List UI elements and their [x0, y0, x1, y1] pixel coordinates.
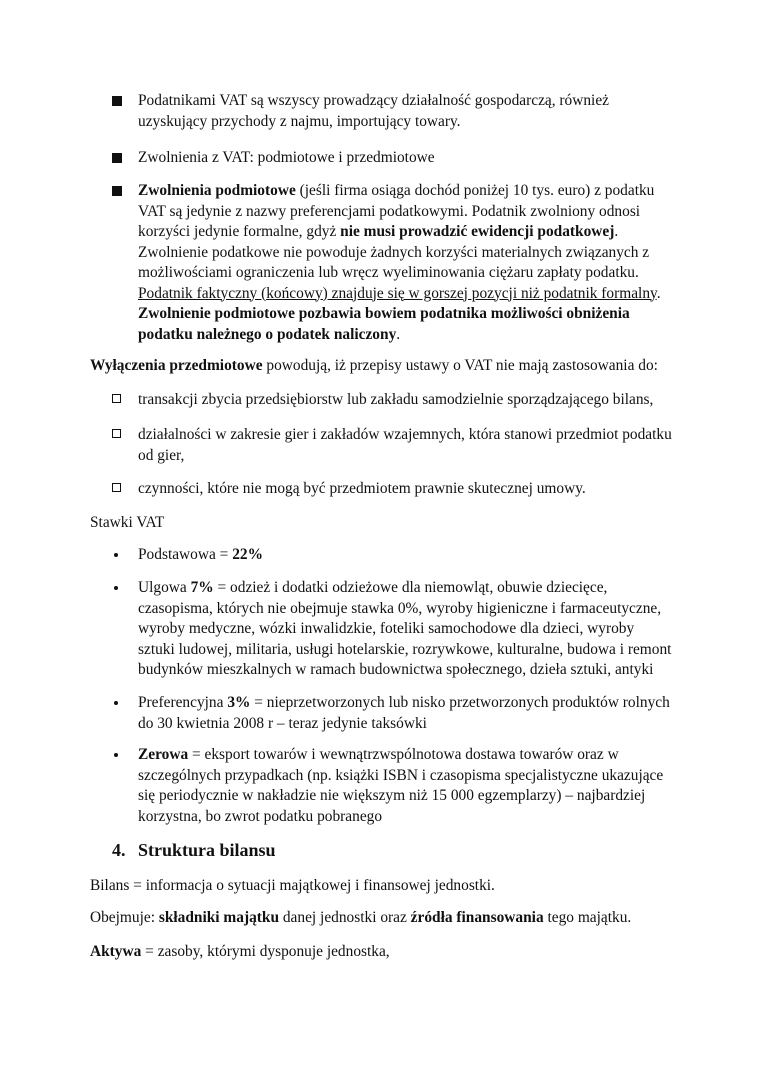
list-item [112, 745, 672, 827]
rate-value: 7% [190, 579, 214, 596]
balance-scope [90, 908, 710, 929]
rates-list-4 [112, 745, 672, 827]
paragraph-text: Obejmuje: [90, 909, 159, 926]
checkbox-bullet-icon [112, 394, 121, 403]
list-item [112, 545, 672, 566]
list-item-text: Podatnikami VAT są wszyscy prowadzący działalność gospodarczą, również uzyskujący przychody z najmu, importujący towary. [138, 92, 609, 130]
dot-bullet-icon [114, 701, 118, 705]
bold-phrase: Zwolnienie podmiotowe pozbawia bowiem podatnika możliwości obniżenia podatku należnego o podatek naliczony [138, 305, 630, 343]
bold-phrase: składniki majątku [158, 909, 280, 926]
list-item-text: czynności, które nie mogą być przedmiotem prawnie skutecznej umowy. [138, 480, 586, 497]
exclusions-intro [90, 356, 690, 377]
paragraph-text: . [656, 284, 661, 302]
list-item [112, 578, 672, 681]
square-bullet-icon [112, 186, 122, 196]
rate-value: Zerowa [138, 746, 189, 763]
paragraph-text: = zasoby, którymi dysponuje jednostka, [141, 943, 390, 960]
paragraph-text: tego majątku. [543, 909, 632, 926]
section-title: Struktura bilansu [138, 840, 276, 860]
checkbox-bullet-icon [112, 429, 121, 438]
square-bullet-icon [112, 96, 122, 106]
paragraph-text: powodują, iż przepisy ustawy o VAT nie mają zastosowania do: [262, 357, 658, 374]
checkbox-bullet-icon [112, 483, 121, 492]
exclusions-term: Wyłączenia przedmiotowe [90, 357, 263, 374]
section-number: 4. [112, 840, 126, 860]
dot-bullet-icon [114, 753, 118, 757]
rate-value: 22% [232, 546, 263, 563]
list-item-text: transakcji zbycia przedsiębiorstw lub zakładu samodzielnie sporządzającego bilans, [138, 391, 654, 408]
paragraph-text: (jeśli firma osiąga dochód poniżej 10 tys. euro) z podatku VAT są jedynie z nazwy preferencjami podatkowymi. Podatnik zwolniony odnosi korzyści jedynie formalne, gdyż [138, 182, 655, 240]
vat-bullet-list-2 [112, 148, 672, 169]
list-item [112, 425, 672, 466]
exclusions-list [112, 390, 672, 411]
balance-definition: Bilans = informacja o sytuacji majątkowej i finansowej jednostki. [90, 877, 495, 894]
rate-description: = odzież i dodatki odzieżowe dla niemowląt, obuwie dziecięce, czasopisma, których nie obejmuje stawka 0%, wyroby higieniczne i farmaceutyczne, wyroby medyczne, wózki inwalidzkie, foteliki samochodowe dla dzieci, wyroby sztuki ludowej, militaria, usługi hotelarskie, rozrywkowe, kulturalne, budowa i remont budynków mieszkalnych w ramach budownictwa społecznego, dzieła sztuki, antyki [138, 579, 672, 678]
rates-list-2 [112, 578, 672, 681]
rate-label: Ulgowa [138, 579, 191, 596]
list-item-text: działalności w zakresie gier i zakładów wzajemnych, która stanowi przedmiot podatku od gier, [138, 426, 672, 464]
vat-bullet-list [112, 91, 672, 132]
assets-term: Aktywa [90, 943, 142, 960]
exclusions-list-2 [112, 425, 672, 466]
paragraph-text: . [396, 325, 401, 343]
bold-phrase: nie musi prowadzić ewidencji podatkowej [340, 223, 615, 240]
list-item [112, 693, 672, 734]
rates-list [112, 545, 672, 566]
subject-exemptions-term: Zwolnienia podmiotowe [138, 182, 296, 199]
dot-bullet-icon [114, 553, 118, 557]
assets-definition [90, 942, 690, 963]
rate-description: = eksport towarów i wewnątrzwspólnotowa dostawa towarów oraz w szczególnych przypadkach (np. książki ISBN i czasopisma specjalistyczne ukazujące się periodycznie w nakładzie nie większym niż 15 000 egzemplarzy) – najbardziej korzystna, bo zwrot podatku pobranego [138, 746, 664, 825]
section-heading [112, 840, 276, 861]
rates-list-3 [112, 693, 672, 734]
square-bullet-icon [112, 153, 122, 163]
exclusions-list-3 [112, 479, 672, 500]
rate-label: Preferencyjna [138, 694, 228, 711]
underlined-phrase: Podatnik faktyczny (końcowy) znajduje się w gorszej pozycji niż podatnik formalny [138, 284, 657, 302]
list-item-text: Zwolnienia z VAT: podmiotowe i przedmiotowe [138, 149, 435, 166]
list-item [112, 148, 672, 169]
list-item [112, 479, 672, 500]
rate-label: Podstawowa = [138, 546, 233, 563]
list-item [112, 390, 672, 411]
bold-phrase: źródła finansowania [410, 909, 544, 926]
dot-bullet-icon [114, 586, 118, 590]
rate-description: = nieprzetworzonych lub nisko przetworzonych produktów rolnych do 30 kwietnia 2008 r – teraz jedynie taksówki [138, 694, 670, 732]
paragraph-text: . Zwolnienie podatkowe nie powoduje żadnych korzyści materialnych związanych z możliwościami ograniczenia lub wręcz wyeliminowania ciężaru zapłaty podatku. [138, 223, 650, 281]
rates-title: Stawki VAT [90, 514, 165, 531]
paragraph-text: danej jednostki oraz [279, 909, 411, 926]
vat-bullet-list-3 [112, 181, 672, 345]
list-item [112, 91, 672, 132]
rate-value: 3% [227, 694, 251, 711]
list-item [112, 181, 672, 345]
